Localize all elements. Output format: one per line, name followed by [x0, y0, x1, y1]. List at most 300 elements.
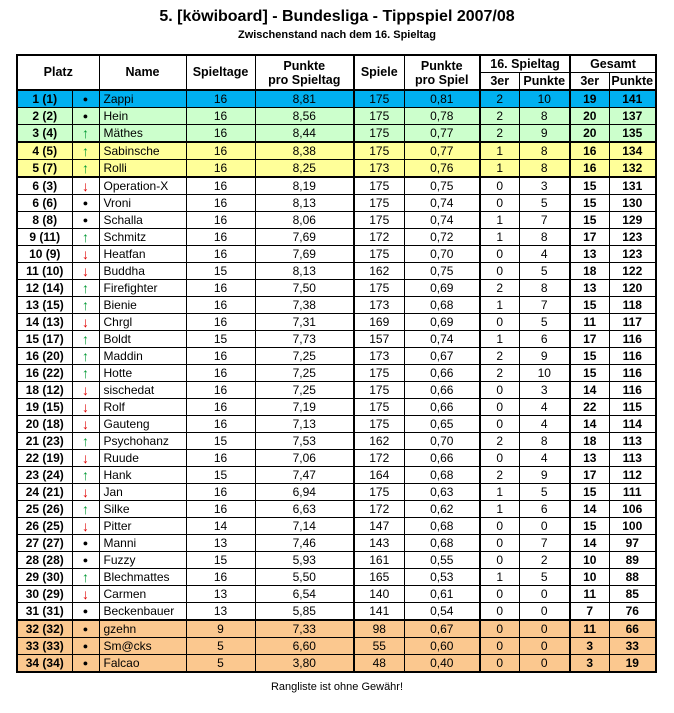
trend-down-icon: ↓	[72, 399, 99, 416]
spieltag-3er-cell: 0	[480, 586, 519, 603]
spieltage-cell: 13	[186, 535, 255, 552]
rank-cell: 2 (2)	[17, 108, 72, 125]
spiele-cell: 140	[354, 586, 404, 603]
spieltage-cell: 16	[186, 382, 255, 399]
spiele-cell: 175	[354, 90, 404, 108]
rank-cell: 18 (12)	[17, 382, 72, 399]
punkte-pro-spieltag-cell: 7,25	[255, 365, 354, 382]
spieltage-cell: 16	[186, 569, 255, 586]
spiele-cell: 162	[354, 263, 404, 280]
name-cell: Silke	[99, 501, 186, 518]
punkte-pro-spieltag-cell: 7,50	[255, 280, 354, 297]
punkte-pro-spieltag-cell: 7,14	[255, 518, 354, 535]
spieltage-cell: 16	[186, 501, 255, 518]
punkte-pro-spiel-cell: 0,69	[404, 280, 480, 297]
spiele-cell: 172	[354, 450, 404, 467]
gesamt-3er-cell: 15	[570, 297, 609, 314]
spieltag-punkte-cell: 9	[519, 467, 570, 484]
punkte-pro-spiel-cell: 0,75	[404, 263, 480, 280]
gesamt-punkte-cell: 113	[609, 433, 656, 450]
gesamt-3er-cell: 17	[570, 229, 609, 246]
gesamt-punkte-cell: 97	[609, 535, 656, 552]
spieltage-cell: 5	[186, 638, 255, 655]
name-cell: Schmitz	[99, 229, 186, 246]
trend-down-icon: ↓	[72, 246, 99, 263]
rank-cell: 6 (6)	[17, 195, 72, 212]
gesamt-punkte-cell: 120	[609, 280, 656, 297]
gesamt-punkte-cell: 117	[609, 314, 656, 331]
spieltage-cell: 16	[186, 108, 255, 125]
spieltag-3er-cell: 0	[480, 655, 519, 673]
spiele-cell: 164	[354, 467, 404, 484]
header-gesamt: Gesamt	[570, 55, 656, 73]
punkte-pro-spiel-cell: 0,53	[404, 569, 480, 586]
gesamt-punkte-cell: 85	[609, 586, 656, 603]
name-cell: Rolli	[99, 160, 186, 178]
punkte-pro-spiel-cell: 0,66	[404, 382, 480, 399]
punkte-pro-spiel-cell: 0,74	[404, 331, 480, 348]
punkte-pro-spieltag-cell: 7,33	[255, 620, 354, 638]
table-row	[17, 365, 656, 382]
gesamt-punkte-cell: 135	[609, 125, 656, 143]
header-row-main	[17, 55, 656, 73]
spieltag-punkte-cell: 0	[519, 655, 570, 673]
table-row	[17, 229, 656, 246]
header-punkte-line: Punkte	[420, 58, 463, 73]
punkte-pro-spiel-cell: 0,72	[404, 229, 480, 246]
spieltag-punkte-cell: 6	[519, 501, 570, 518]
name-cell: Maddin	[99, 348, 186, 365]
gesamt-punkte-cell: 114	[609, 416, 656, 433]
name-cell: gzehn	[99, 620, 186, 638]
name-cell: Boldt	[99, 331, 186, 348]
punkte-pro-spiel-cell: 0,68	[404, 535, 480, 552]
punkte-pro-spieltag-cell: 7,25	[255, 348, 354, 365]
spieltag-punkte-cell: 5	[519, 484, 570, 501]
spieltage-cell: 16	[186, 314, 255, 331]
spiele-cell: 175	[354, 280, 404, 297]
spieltag-3er-cell: 0	[480, 552, 519, 569]
table-row	[17, 638, 656, 655]
spieltage-cell: 13	[186, 603, 255, 621]
spieltage-cell: 15	[186, 552, 255, 569]
gesamt-punkte-cell: 115	[609, 399, 656, 416]
rank-cell: 16 (22)	[17, 365, 72, 382]
name-cell: Hank	[99, 467, 186, 484]
spiele-cell: 175	[354, 212, 404, 229]
spieltag-3er-cell: 0	[480, 416, 519, 433]
name-cell: sischedat	[99, 382, 186, 399]
punkte-pro-spieltag-cell: 7,47	[255, 467, 354, 484]
spieltag-3er-cell: 2	[480, 467, 519, 484]
spiele-cell: 173	[354, 348, 404, 365]
trend-up-icon: ↑	[72, 433, 99, 450]
spieltag-punkte-cell: 9	[519, 125, 570, 143]
gesamt-punkte-cell: 106	[609, 501, 656, 518]
table-row	[17, 297, 656, 314]
punkte-pro-spieltag-cell: 5,50	[255, 569, 354, 586]
spieltag-punkte-cell: 10	[519, 365, 570, 382]
name-cell: Blechmattes	[99, 569, 186, 586]
name-cell: Chrgl	[99, 314, 186, 331]
table-row	[17, 125, 656, 143]
rank-cell: 12 (14)	[17, 280, 72, 297]
header-spieltag-3er: 3er	[480, 73, 519, 91]
spieltag-punkte-cell: 5	[519, 569, 570, 586]
rank-cell: 20 (18)	[17, 416, 72, 433]
header-platz: Platz	[17, 55, 99, 90]
rank-cell: 11 (10)	[17, 263, 72, 280]
name-cell: Beckenbauer	[99, 603, 186, 621]
spieltag-punkte-cell: 8	[519, 160, 570, 178]
table-row	[17, 484, 656, 501]
spiele-cell: 175	[354, 108, 404, 125]
gesamt-punkte-cell: 137	[609, 108, 656, 125]
punkte-pro-spiel-cell: 0,60	[404, 638, 480, 655]
punkte-pro-spieltag-cell: 8,19	[255, 177, 354, 195]
spieltag-punkte-cell: 3	[519, 382, 570, 399]
header-pro-spieltag-line: pro Spieltag	[268, 72, 341, 87]
punkte-pro-spieltag-cell: 8,44	[255, 125, 354, 143]
table-row	[17, 90, 656, 108]
spieltag-3er-cell: 1	[480, 297, 519, 314]
table-row	[17, 108, 656, 125]
trend-same-icon: ●	[72, 212, 99, 229]
punkte-pro-spieltag-cell: 7,19	[255, 399, 354, 416]
spieltag-3er-cell: 1	[480, 212, 519, 229]
spieltag-3er-cell: 0	[480, 450, 519, 467]
gesamt-punkte-cell: 33	[609, 638, 656, 655]
trend-down-icon: ↓	[72, 416, 99, 433]
spieltage-cell: 13	[186, 586, 255, 603]
trend-up-icon: ↑	[72, 280, 99, 297]
punkte-pro-spiel-cell: 0,69	[404, 314, 480, 331]
table-row	[17, 535, 656, 552]
punkte-pro-spieltag-cell: 6,94	[255, 484, 354, 501]
spieltag-3er-cell: 1	[480, 160, 519, 178]
gesamt-3er-cell: 18	[570, 263, 609, 280]
gesamt-3er-cell: 15	[570, 195, 609, 212]
trend-down-icon: ↓	[72, 586, 99, 603]
trend-up-icon: ↑	[72, 467, 99, 484]
spieltag-3er-cell: 1	[480, 142, 519, 160]
spieltag-punkte-cell: 0	[519, 638, 570, 655]
spieltag-3er-cell: 2	[480, 108, 519, 125]
gesamt-3er-cell: 22	[570, 399, 609, 416]
spieltag-3er-cell: 0	[480, 638, 519, 655]
rank-cell: 13 (15)	[17, 297, 72, 314]
spieltag-punkte-cell: 5	[519, 195, 570, 212]
trend-up-icon: ↑	[72, 142, 99, 160]
spieltag-punkte-cell: 4	[519, 450, 570, 467]
spieltag-3er-cell: 2	[480, 125, 519, 143]
punkte-pro-spiel-cell: 0,77	[404, 142, 480, 160]
trend-up-icon: ↑	[72, 569, 99, 586]
spiele-cell: 98	[354, 620, 404, 638]
punkte-pro-spieltag-cell: 6,60	[255, 638, 354, 655]
spiele-cell: 175	[354, 125, 404, 143]
punkte-pro-spiel-cell: 0,68	[404, 518, 480, 535]
spieltag-3er-cell: 0	[480, 177, 519, 195]
spieltag-3er-cell: 2	[480, 433, 519, 450]
table-row	[17, 314, 656, 331]
gesamt-punkte-cell: 118	[609, 297, 656, 314]
spiele-cell: 161	[354, 552, 404, 569]
spiele-cell: 175	[354, 399, 404, 416]
table-row	[17, 620, 656, 638]
tippspiel-page	[0, 8, 674, 693]
spieltag-3er-cell: 0	[480, 263, 519, 280]
spieltag-punkte-cell: 3	[519, 177, 570, 195]
spiele-cell: 175	[354, 365, 404, 382]
name-cell: Heatfan	[99, 246, 186, 263]
spieltag-punkte-cell: 7	[519, 212, 570, 229]
punkte-pro-spieltag-cell: 7,69	[255, 246, 354, 263]
rank-cell: 5 (7)	[17, 160, 72, 178]
punkte-pro-spiel-cell: 0,70	[404, 433, 480, 450]
trend-down-icon: ↓	[72, 450, 99, 467]
spieltage-cell: 9	[186, 620, 255, 638]
spieltage-cell: 15	[186, 263, 255, 280]
punkte-pro-spiel-cell: 0,74	[404, 212, 480, 229]
spieltage-cell: 15	[186, 433, 255, 450]
name-cell: Fuzzy	[99, 552, 186, 569]
header-punkte-pro-spiel	[404, 55, 480, 90]
spieltag-punkte-cell: 10	[519, 90, 570, 108]
gesamt-punkte-cell: 19	[609, 655, 656, 673]
table-row	[17, 263, 656, 280]
name-cell: Sabinsche	[99, 142, 186, 160]
punkte-pro-spieltag-cell: 5,93	[255, 552, 354, 569]
table-row	[17, 382, 656, 399]
rank-cell: 14 (13)	[17, 314, 72, 331]
punkte-pro-spieltag-cell: 3,80	[255, 655, 354, 673]
table-row	[17, 586, 656, 603]
name-cell: Hein	[99, 108, 186, 125]
rank-cell: 1 (1)	[17, 90, 72, 108]
spiele-cell: 165	[354, 569, 404, 586]
table-row	[17, 569, 656, 586]
gesamt-punkte-cell: 111	[609, 484, 656, 501]
gesamt-3er-cell: 14	[570, 535, 609, 552]
gesamt-3er-cell: 14	[570, 382, 609, 399]
spieltag-punkte-cell: 4	[519, 246, 570, 263]
trend-same-icon: ●	[72, 638, 99, 655]
spieltage-cell: 16	[186, 416, 255, 433]
punkte-pro-spiel-cell: 0,76	[404, 160, 480, 178]
table-row	[17, 518, 656, 535]
table-row	[17, 246, 656, 263]
trend-same-icon: ●	[72, 108, 99, 125]
table-row	[17, 467, 656, 484]
name-cell: Bienie	[99, 297, 186, 314]
trend-up-icon: ↑	[72, 125, 99, 143]
spieltage-cell: 16	[186, 90, 255, 108]
gesamt-punkte-cell: 130	[609, 195, 656, 212]
rank-cell: 31 (31)	[17, 603, 72, 621]
gesamt-punkte-cell: 88	[609, 569, 656, 586]
spieltage-cell: 5	[186, 655, 255, 673]
gesamt-3er-cell: 3	[570, 638, 609, 655]
rank-cell: 23 (24)	[17, 467, 72, 484]
name-cell: Buddha	[99, 263, 186, 280]
gesamt-3er-cell: 19	[570, 90, 609, 108]
spieltag-punkte-cell: 0	[519, 603, 570, 621]
spieltage-cell: 16	[186, 450, 255, 467]
spiele-cell: 55	[354, 638, 404, 655]
header-name: Name	[99, 55, 186, 90]
spieltag-3er-cell: 2	[480, 348, 519, 365]
gesamt-punkte-cell: 113	[609, 450, 656, 467]
gesamt-3er-cell: 15	[570, 348, 609, 365]
spiele-cell: 175	[354, 416, 404, 433]
table-row	[17, 160, 656, 178]
gesamt-punkte-cell: 116	[609, 331, 656, 348]
spiele-cell: 172	[354, 229, 404, 246]
rank-cell: 22 (19)	[17, 450, 72, 467]
spiele-cell: 175	[354, 484, 404, 501]
punkte-pro-spiel-cell: 0,75	[404, 177, 480, 195]
trend-same-icon: ●	[72, 655, 99, 673]
gesamt-3er-cell: 10	[570, 569, 609, 586]
leaderboard-table	[16, 54, 657, 673]
trend-down-icon: ↓	[72, 518, 99, 535]
table-header	[17, 55, 656, 90]
table-row	[17, 603, 656, 621]
gesamt-punkte-cell: 123	[609, 246, 656, 263]
punkte-pro-spiel-cell: 0,40	[404, 655, 480, 673]
spieltag-punkte-cell: 8	[519, 108, 570, 125]
spiele-cell: 175	[354, 142, 404, 160]
rank-cell: 10 (9)	[17, 246, 72, 263]
trend-down-icon: ↓	[72, 484, 99, 501]
spieltag-3er-cell: 0	[480, 246, 519, 263]
table-row	[17, 416, 656, 433]
spieltag-3er-cell: 0	[480, 620, 519, 638]
table-row	[17, 331, 656, 348]
punkte-pro-spiel-cell: 0,68	[404, 467, 480, 484]
spieltage-cell: 15	[186, 331, 255, 348]
header-spieltag-punkte: Punkte	[519, 73, 570, 91]
gesamt-punkte-cell: 129	[609, 212, 656, 229]
table-row	[17, 433, 656, 450]
rank-cell: 4 (5)	[17, 142, 72, 160]
punkte-pro-spiel-cell: 0,77	[404, 125, 480, 143]
name-cell: Pitter	[99, 518, 186, 535]
name-cell: Gauteng	[99, 416, 186, 433]
spieltag-3er-cell: 1	[480, 229, 519, 246]
punkte-pro-spiel-cell: 0,67	[404, 348, 480, 365]
gesamt-3er-cell: 20	[570, 108, 609, 125]
spieltage-cell: 16	[186, 229, 255, 246]
spieltag-punkte-cell: 9	[519, 348, 570, 365]
spieltag-3er-cell: 1	[480, 484, 519, 501]
gesamt-3er-cell: 20	[570, 125, 609, 143]
punkte-pro-spieltag-cell: 8,13	[255, 263, 354, 280]
rank-cell: 6 (3)	[17, 177, 72, 195]
gesamt-punkte-cell: 100	[609, 518, 656, 535]
spieltage-cell: 15	[186, 467, 255, 484]
spieltage-cell: 16	[186, 177, 255, 195]
punkte-pro-spiel-cell: 0,81	[404, 90, 480, 108]
spieltage-cell: 16	[186, 160, 255, 178]
gesamt-punkte-cell: 89	[609, 552, 656, 569]
table-row	[17, 501, 656, 518]
spieltag-punkte-cell: 5	[519, 314, 570, 331]
leaderboard-body	[17, 90, 656, 672]
trend-same-icon: ●	[72, 603, 99, 621]
gesamt-punkte-cell: 131	[609, 177, 656, 195]
trend-up-icon: ↑	[72, 297, 99, 314]
spieltag-punkte-cell: 5	[519, 263, 570, 280]
punkte-pro-spieltag-cell: 7,06	[255, 450, 354, 467]
name-cell: Rolf	[99, 399, 186, 416]
spieltag-3er-cell: 1	[480, 331, 519, 348]
spiele-cell: 173	[354, 297, 404, 314]
table-row	[17, 399, 656, 416]
spieltage-cell: 16	[186, 348, 255, 365]
punkte-pro-spiel-cell: 0,65	[404, 416, 480, 433]
rank-cell: 25 (26)	[17, 501, 72, 518]
gesamt-punkte-cell: 76	[609, 603, 656, 621]
name-cell: Jan	[99, 484, 186, 501]
name-cell: Sm@cks	[99, 638, 186, 655]
spieltag-3er-cell: 0	[480, 535, 519, 552]
table-row	[17, 212, 656, 229]
trend-up-icon: ↑	[72, 501, 99, 518]
trend-up-icon: ↑	[72, 160, 99, 178]
punkte-pro-spieltag-cell: 7,73	[255, 331, 354, 348]
header-punkte-pro-spieltag	[255, 55, 354, 90]
spieltag-3er-cell: 0	[480, 603, 519, 621]
spiele-cell: 175	[354, 195, 404, 212]
punkte-pro-spieltag-cell: 7,13	[255, 416, 354, 433]
name-cell: Hotte	[99, 365, 186, 382]
header-gesamt-3er: 3er	[570, 73, 609, 91]
gesamt-3er-cell: 17	[570, 331, 609, 348]
spieltag-punkte-cell: 7	[519, 297, 570, 314]
gesamt-3er-cell: 13	[570, 280, 609, 297]
spieltag-punkte-cell: 8	[519, 433, 570, 450]
rank-cell: 30 (29)	[17, 586, 72, 603]
name-cell: Ruude	[99, 450, 186, 467]
trend-same-icon: ●	[72, 552, 99, 569]
trend-same-icon: ●	[72, 195, 99, 212]
punkte-pro-spieltag-cell: 7,53	[255, 433, 354, 450]
name-cell: Firefighter	[99, 280, 186, 297]
punkte-pro-spieltag-cell: 7,69	[255, 229, 354, 246]
spiele-cell: 157	[354, 331, 404, 348]
gesamt-3er-cell: 11	[570, 620, 609, 638]
spiele-cell: 143	[354, 535, 404, 552]
name-cell: Psychohanz	[99, 433, 186, 450]
gesamt-3er-cell: 15	[570, 518, 609, 535]
spiele-cell: 175	[354, 246, 404, 263]
spieltage-cell: 16	[186, 399, 255, 416]
punkte-pro-spieltag-cell: 8,38	[255, 142, 354, 160]
header-spiele: Spiele	[354, 55, 404, 90]
punkte-pro-spieltag-cell: 7,46	[255, 535, 354, 552]
punkte-pro-spiel-cell: 0,70	[404, 246, 480, 263]
punkte-pro-spieltag-cell: 7,25	[255, 382, 354, 399]
punkte-pro-spiel-cell: 0,63	[404, 484, 480, 501]
rank-cell: 29 (30)	[17, 569, 72, 586]
spiele-cell: 147	[354, 518, 404, 535]
rank-cell: 24 (21)	[17, 484, 72, 501]
gesamt-punkte-cell: 116	[609, 382, 656, 399]
spieltag-punkte-cell: 8	[519, 229, 570, 246]
punkte-pro-spieltag-cell: 7,38	[255, 297, 354, 314]
